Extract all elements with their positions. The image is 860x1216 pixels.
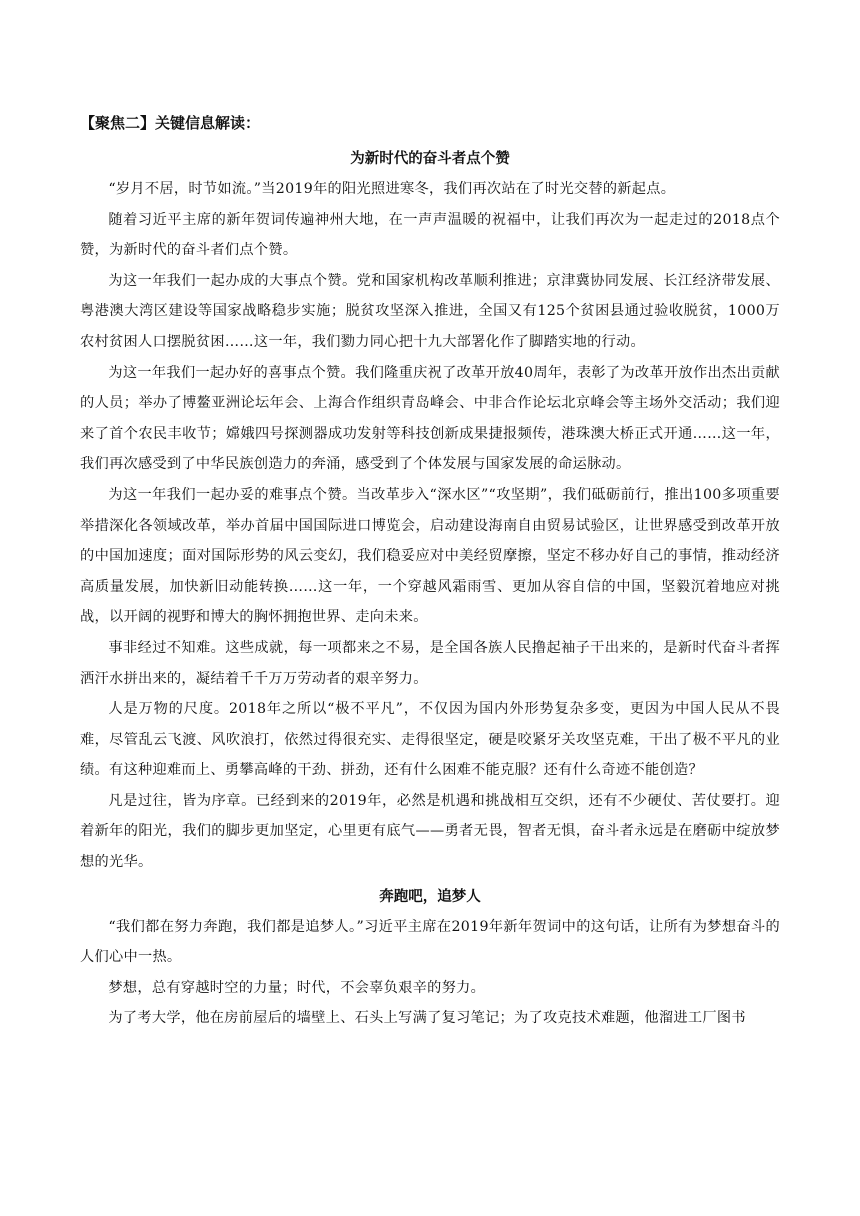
article1-paragraph: 为这一年我们一起办好的喜事点个赞。我们隆重庆祝了改革开放40周年，表彰了为改革开放作出杰出贡献的人员；举办了博鳌亚洲论坛年会、上海合作组织青岛峰会、中非合作论坛北京峰会等主场外交活动；我们迎来了首个农民丰收节；嫦娥四号探测器成功发射等科技创新成果捷报频传，港珠澳大桥正式开通……这一年，我们再次感受到了中华民族创造力的奔涌，感受到了个体发展与国家发展的命运脉动。 bbox=[80, 364, 780, 473]
article2-paragraph: 梦想，总有穿越时空的力量；时代，不会辜负艰辛的努力。 bbox=[108, 979, 486, 996]
article1-paragraph: 事非经过不知难。这些成就，每一项都来之不易，是全国各族人民撸起袖子干出来的，是新时代奋斗者挥洒汗水拼出来的，凝结着千千万万劳动者的艰辛努力。 bbox=[80, 639, 780, 687]
article1-paragraph: 凡是过往，皆为序章。已经到来的2019年，必然是机遇和挑战相互交织，还有不少硬仗、苦仗要打。迎着新年的阳光，我们的脚步更加坚定，心里更有底气——勇者无畏，智者无惧，奋斗者永远是在磨砺中绽放梦想的光华。 bbox=[80, 792, 780, 871]
article2-paragraph: 为了考大学，他在房前屋后的墙壁上、石头上写满了复习笔记；为了攻克技术难题，他溜进工厂图书 bbox=[108, 1010, 746, 1027]
article1-paragraph: “岁月不居，时节如流。”当2019年的阳光照进寒冬，我们再次站在了时光交替的新起点。 bbox=[108, 181, 676, 197]
focus-heading: 【聚焦二】关键信息解读： bbox=[80, 114, 261, 132]
article-title-2: 奔跑吧，追梦人 bbox=[379, 888, 481, 905]
article-title-1: 为新时代的奋斗者点个赞 bbox=[350, 151, 510, 167]
document-body bbox=[80, 108, 780, 1034]
article1-paragraph: 随着习近平主席的新年贺词传遍神州大地，在一声声温暖的祝福中，让我们再次为一起走过的2018点个赞，为新时代的奋斗者们点个赞。 bbox=[80, 211, 780, 259]
article1-paragraph: 为这一年我们一起办妥的难事点个赞。当改革步入“深水区”“攻坚期”，我们砥砺前行，推出100多项重要举措深化各领域改革，举办首届中国国际进口博览会，启动建设海南自由贸易试验区，让世界感受到改革开放的中国加速度；面对国际形势的风云变幻，我们稳妥应对中美经贸摩擦，坚定不移办好自己的事情，推动经济高质量发展，加快新旧动能转换……这一年，一个穿越风霜雨雪、更加从容自信的中国，坚毅沉着地应对挑战，以开阔的视野和博大的胸怀拥抱世界、走向未来。 bbox=[80, 486, 780, 626]
article1-paragraph: 为这一年我们一起办成的大事点个赞。党和国家机构改革顺利推进；京津冀协同发展、长江经济带发展、粤港澳大湾区建设等国家战略稳步实施；脱贫攻坚深入推进，全国又有125个贫困县通过验收脱贫，1000万农村贫困人口摆脱贫困……这一年，我们勠力同心把十九大部署化作了脚踏实地的行动。 bbox=[80, 272, 780, 350]
article1-paragraph: 人是万物的尺度。2018年之所以“极不平凡”，不仅因为国内外形势复杂多变，更因为中国人民从不畏难，尽管乱云飞渡、风吹浪打，依然过得很充实、走得很坚定，硬是咬紧牙关攻坚克难，干出了极不平凡的业绩。有这种迎难而上、勇攀高峰的干劲、拼劲，还有什么困难不能克服？还有什么奇迹不能创造？ bbox=[80, 701, 780, 779]
article2-paragraph: “我们都在努力奔跑，我们都是追梦人。”习近平主席在2019年新年贺词中的这句话，让所有为梦想奋斗的人们心中一热。 bbox=[80, 918, 780, 966]
